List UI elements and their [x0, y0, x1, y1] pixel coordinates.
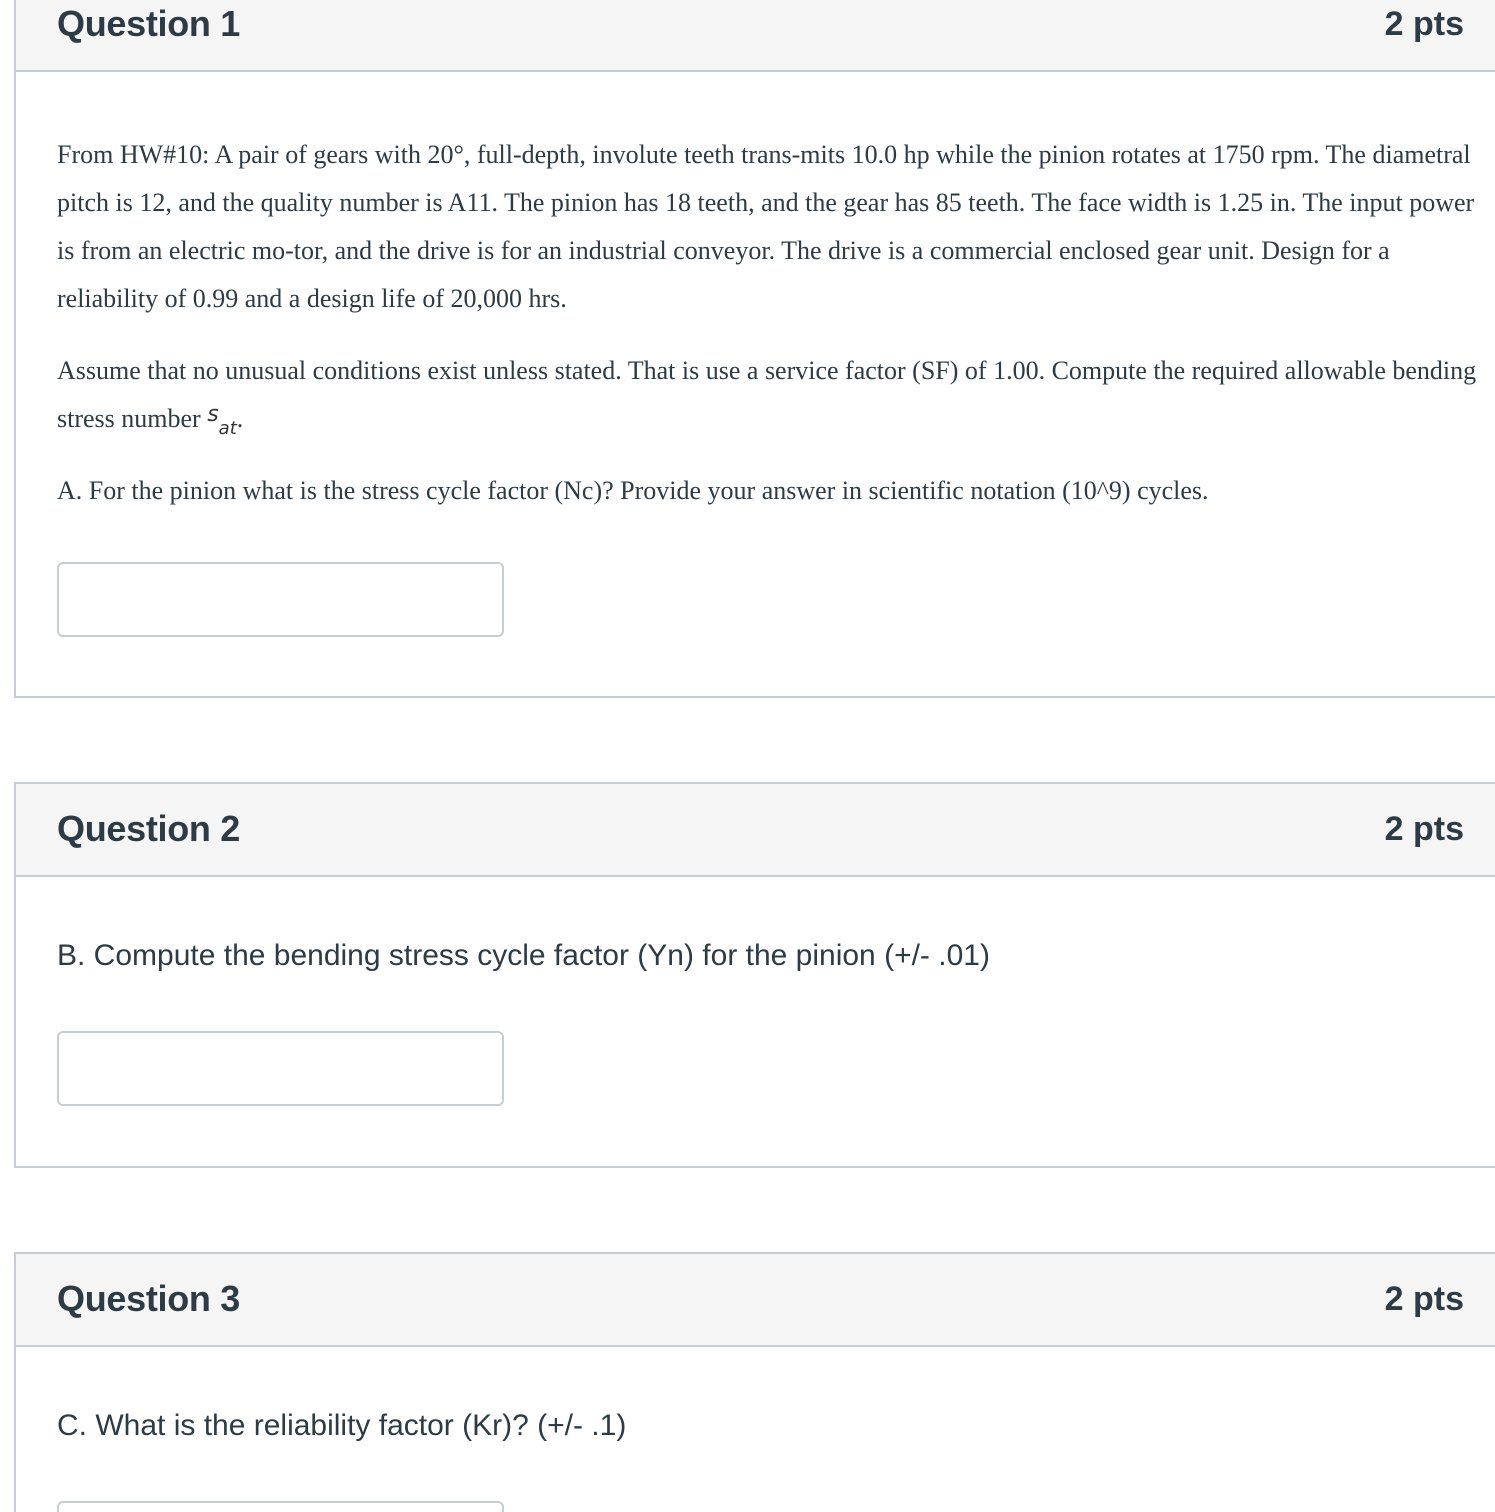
question-1-paragraph-2-text: Assume that no unusual conditions exist unless stated. That is use a service factor (SF) of 1.00. Compute the required allowable bending stress number	[57, 356, 1477, 433]
question-3-title: Question 3	[57, 1278, 241, 1319]
question-3-prompt: C. What is the reliability factor (Kr)? (+/- .1)	[57, 1409, 627, 1442]
question-2-points: 2 pts	[1384, 810, 1464, 848]
s-at-symbol: $s_{at}$	[207, 402, 237, 440]
question-3-header	[16, 1254, 1495, 1347]
question-2-header	[16, 784, 1495, 877]
question-1-header	[16, 0, 1495, 72]
question-1-paragraph-1: From HW#10: A pair of gears with 20°, full-depth, involute teeth trans-mits 10.0 hp while the pinion rotates at 1750 rpm. The diametral pitch is 12, and the quality number is A11. The pinion has 18 teeth, and the gear has 85 teeth. The face width is 1.25 in. The input power is from an electric mo-tor, and the drive is for an industrial conveyor. The drive is a commercial enclosed gear unit. Design for a reliability of 0.99 and a design life of 20,000 hrs.	[57, 140, 1475, 313]
question-1-answer-input[interactable]	[57, 562, 504, 637]
question-2-answer-input[interactable]	[57, 1031, 504, 1106]
question-3-answer-input[interactable]	[57, 1501, 504, 1512]
question-2-prompt: B. Compute the bending stress cycle factor (Yn) for the pinion (+/- .01)	[57, 939, 990, 972]
question-1-title: Question 1	[57, 3, 241, 44]
question-1-paragraph-2: Assume that no unusual conditions exist unless stated. That is use a service factor (SF) of 1.00. Compute the required allowable bending stress number $s_{at}$.	[57, 347, 1477, 451]
question-1-paragraph-3: A. For the pinion what is the stress cycle factor (Nc)? Provide your answer in scientific notation (10^9) cycles.	[57, 476, 1209, 505]
question-1-points: 2 pts	[1384, 5, 1464, 43]
question-2-title: Question 2	[57, 808, 241, 849]
question-3	[14, 1252, 1495, 1512]
question-2	[14, 782, 1495, 1168]
question-3-points: 2 pts	[1384, 1280, 1464, 1318]
question-1	[14, 0, 1495, 698]
